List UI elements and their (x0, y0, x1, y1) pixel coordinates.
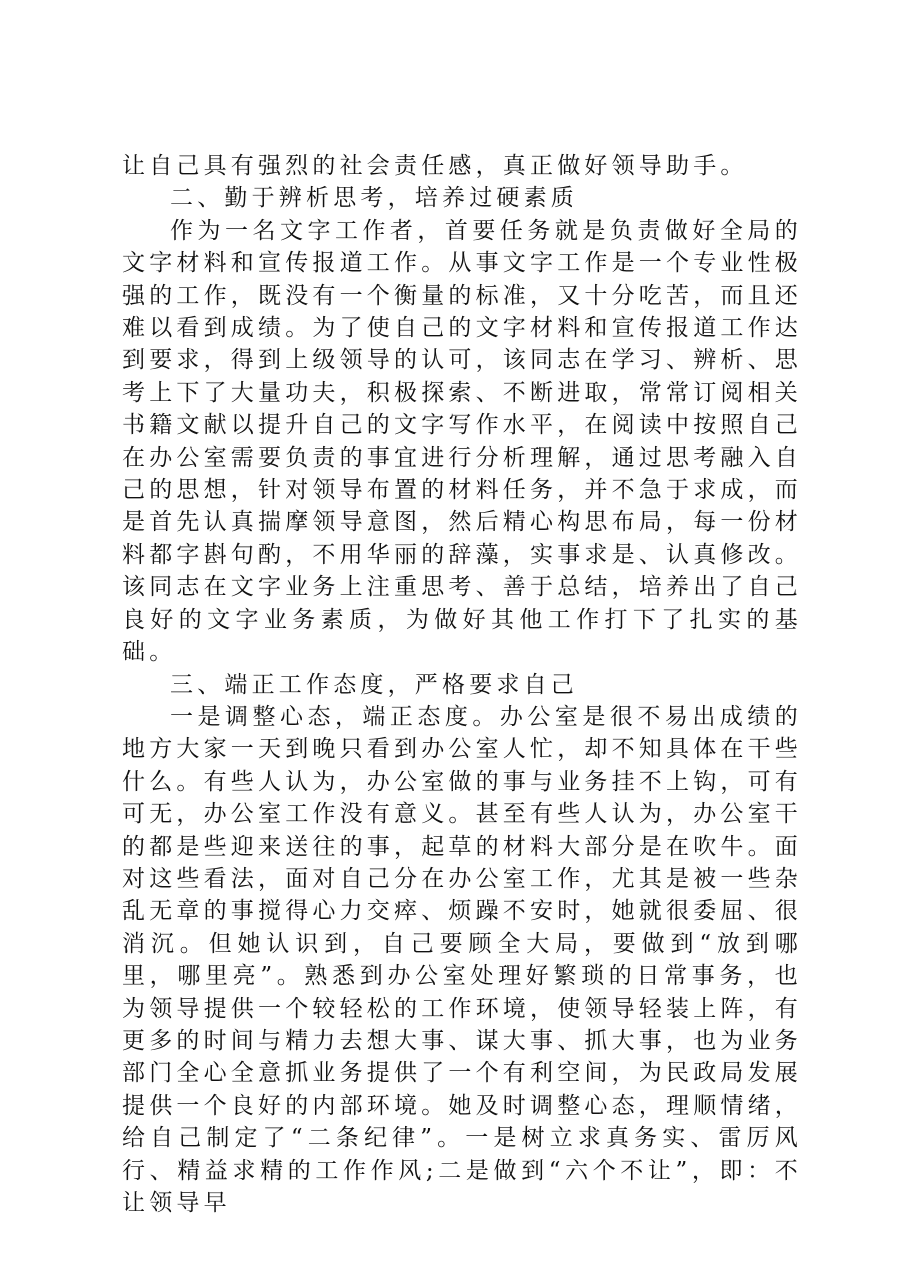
document-page (122, 150, 802, 1219)
section-heading-3: 三、端正工作态度，严格要求自己 (170, 671, 578, 698)
section-heading-2: 二、勤于辨析思考，培养过硬素质 (170, 185, 578, 212)
paragraph-section-3: 一是调整心态，端正态度。办公室是很不易出成绩的地方大家一天到晚只看到办公室人忙，却不知具体在干些什么。有些人认为，办公室做的事与业务挂不上钩，可有可无，办公室工作没有意义。甚至有些人认为，办公室干的都是些迎来送往的事，起草的材料大部分是在吹牛。面对这些看法，面对自己分在办公室工作，尤其是被一些杂乱无章的事搅得心力交瘁、烦躁不安时，她就很委屈、很消沉。但她认识到，自己要顾全大局，要做到“放到哪里，哪里亮”。熟悉到办公室处理好繁琐的日常事务，也为领导提供一个较轻松的工作环境，使领导轻装上阵，有更多的时间与精力去想大事、谋大事、抓大事，也为业务部门全心全意抓业务提供了一个有利空间，为民政局发展提供一个良好的内部环境。她及时调整心态，理顺情绪，给自己制定了“二条纪律”。一是树立求真务实、雷厉风行、精益求精的工作作风;二是做到“六个不让”，即：不让领导早 (122, 703, 802, 1216)
paragraph-section-2: 作为一名文字工作者，首要任务就是负责做好全局的文字材料和宣传报道工作。从事文字工作是一个专业性极强的工作，既没有一个衡量的标准，又十分吃苦，而且还难以看到成绩。为了使自己的文字材料和宣传报道工作达到要求，得到上级领导的认可，该同志在学习、辨析、思考上下了大量功夫，积极探索、不断进取，常常订阅相关书籍文献以提升自己的文字写作水平，在阅读中按照自己在办公室需要负责的事宜进行分析理解，通过思考融入自己的思想，针对领导布置的材料任务，并不急于求成，而是首先认真揣摩领导意图，然后精心构思布局，每一份材料都字斟句酌，不用华丽的辞藻，实事求是、认真修改。该同志在文字业务上注重思考、善于总结，培养出了自己良好的文字业务素质，为做好其他工作打下了扎实的基础。 (122, 217, 802, 666)
paragraph-continuation: 让自己具有强烈的社会责任感，真正做好领导助手。 (122, 153, 748, 179)
